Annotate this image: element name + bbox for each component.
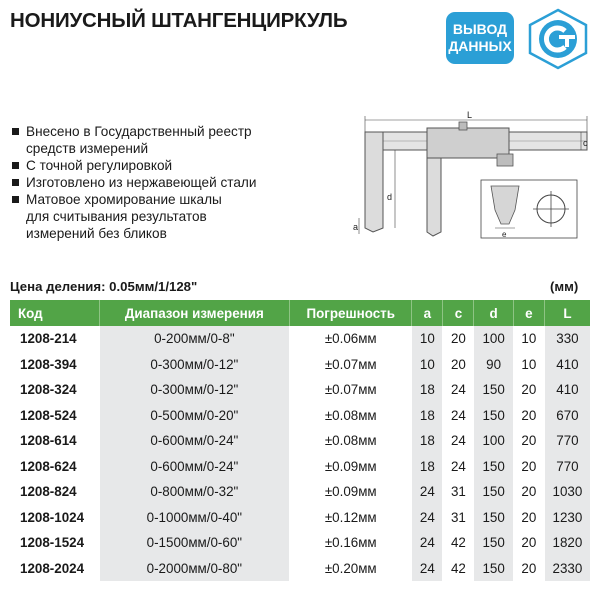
cell-accuracy: ±0.12мм	[290, 505, 412, 531]
cell-e: 20	[513, 377, 544, 403]
cell-d: 150	[474, 530, 513, 556]
feature-item-continuation: для считывания результатов	[26, 209, 207, 224]
cell-code: 1208-2024	[10, 556, 99, 582]
cell-a: 18	[412, 428, 443, 454]
cell-L: 1820	[544, 530, 590, 556]
cell-L: 410	[544, 377, 590, 403]
cell-e: 10	[513, 326, 544, 352]
cell-accuracy: ±0.06мм	[290, 326, 412, 352]
cell-a: 18	[412, 403, 443, 429]
cell-range: 0-1500мм/0-60"	[99, 530, 290, 556]
data-output-badge	[446, 12, 514, 64]
cell-L: 770	[544, 428, 590, 454]
cell-code: 1208-614	[10, 428, 99, 454]
header-d: d	[474, 300, 513, 326]
badge-line-2: ДАННЫХ	[448, 38, 512, 54]
cell-code: 1208-394	[10, 352, 99, 378]
cell-d: 150	[474, 479, 513, 505]
cell-L: 1030	[544, 479, 590, 505]
table-row	[10, 454, 590, 480]
cell-code: 1208-624	[10, 454, 99, 480]
cell-c: 24	[443, 454, 474, 480]
page-title: НОНИУСНЫЙ ШТАНГЕНЦИРКУЛЬ	[10, 9, 348, 32]
cell-d: 100	[474, 326, 513, 352]
cell-range: 0-300мм/0-12"	[99, 352, 290, 378]
header-e: e	[513, 300, 544, 326]
cell-L: 770	[544, 454, 590, 480]
cell-c: 20	[443, 326, 474, 352]
label-e: e	[502, 230, 507, 239]
cell-range: 0-300мм/0-12"	[99, 377, 290, 403]
cell-accuracy: ±0.09мм	[290, 479, 412, 505]
badge-line-1: ВЫВОД	[452, 21, 508, 37]
cell-c: 31	[443, 505, 474, 531]
table-row	[10, 556, 590, 582]
cell-accuracy: ±0.07мм	[290, 377, 412, 403]
cell-code: 1208-324	[10, 377, 99, 403]
table-row	[10, 479, 590, 505]
cell-a: 18	[412, 377, 443, 403]
feature-item: Изготовлено из нержавеющей стали	[10, 174, 256, 191]
cell-code: 1208-524	[10, 403, 99, 429]
header-L: L	[544, 300, 590, 326]
cell-code: 1208-1024	[10, 505, 99, 531]
cell-c: 31	[443, 479, 474, 505]
cell-accuracy: ±0.20мм	[290, 556, 412, 582]
cell-d: 150	[474, 556, 513, 582]
caliper-diagram	[355, 110, 595, 246]
cell-accuracy: ±0.09мм	[290, 454, 412, 480]
cell-a: 24	[412, 556, 443, 582]
cell-c: 20	[443, 352, 474, 378]
table-row	[10, 403, 590, 429]
cell-a: 24	[412, 479, 443, 505]
cell-L: 670	[544, 403, 590, 429]
header-c: c	[443, 300, 474, 326]
cell-L: 2330	[544, 556, 590, 582]
cell-d: 100	[474, 428, 513, 454]
feature-list	[10, 123, 256, 242]
cell-range: 0-800мм/0-32"	[99, 479, 290, 505]
cell-e: 20	[513, 556, 544, 582]
cell-d: 150	[474, 454, 513, 480]
cell-accuracy: ±0.08мм	[290, 403, 412, 429]
cell-e: 20	[513, 403, 544, 429]
feature-item: С точной регулировкой	[10, 157, 256, 174]
cell-d: 150	[474, 403, 513, 429]
cell-d: 90	[474, 352, 513, 378]
division-value-label: Цена деления: 0.05мм/1/128"	[10, 279, 198, 294]
cell-accuracy: ±0.08мм	[290, 428, 412, 454]
feature-item-continuation: измерений без бликов	[26, 226, 167, 241]
cell-c: 24	[443, 428, 474, 454]
label-a: a	[353, 222, 359, 232]
cell-a: 10	[412, 326, 443, 352]
cell-code: 1208-214	[10, 326, 99, 352]
cell-L: 1230	[544, 505, 590, 531]
specification-table	[10, 300, 590, 581]
cell-code: 1208-1524	[10, 530, 99, 556]
cell-a: 10	[412, 352, 443, 378]
table-row	[10, 377, 590, 403]
table-row	[10, 428, 590, 454]
header-code: Код	[10, 300, 99, 326]
cell-e: 20	[513, 454, 544, 480]
cell-L: 330	[544, 326, 590, 352]
table-row	[10, 352, 590, 378]
cell-range: 0-500мм/0-20"	[99, 403, 290, 429]
cell-a: 18	[412, 454, 443, 480]
header-a: a	[412, 300, 443, 326]
cell-range: 0-200мм/0-8"	[99, 326, 290, 352]
cell-c: 42	[443, 556, 474, 582]
cell-e: 20	[513, 505, 544, 531]
cell-e: 20	[513, 530, 544, 556]
header-range: Диапазон измерения	[99, 300, 290, 326]
table-row	[10, 530, 590, 556]
cell-c: 42	[443, 530, 474, 556]
cell-e: 20	[513, 479, 544, 505]
label-L: L	[467, 110, 473, 120]
feature-item: Матовое хромирование шкалы	[10, 191, 256, 208]
cell-range: 0-600мм/0-24"	[99, 454, 290, 480]
table-body	[10, 326, 590, 581]
cell-accuracy: ±0.07мм	[290, 352, 412, 378]
unit-label: (мм)	[550, 279, 579, 294]
cell-accuracy: ±0.16мм	[290, 530, 412, 556]
cell-L: 410	[544, 352, 590, 378]
table-row	[10, 326, 590, 352]
table-row	[10, 505, 590, 531]
cell-e: 20	[513, 428, 544, 454]
cell-c: 24	[443, 377, 474, 403]
cell-c: 24	[443, 403, 474, 429]
header-accuracy: Погрешность	[290, 300, 412, 326]
label-d: d	[387, 192, 393, 202]
cell-d: 150	[474, 505, 513, 531]
cell-e: 10	[513, 352, 544, 378]
cell-range: 0-1000мм/0-40"	[99, 505, 290, 531]
cell-a: 24	[412, 505, 443, 531]
cell-code: 1208-824	[10, 479, 99, 505]
label-c: c	[583, 138, 588, 148]
gost-certification-icon	[525, 8, 591, 70]
feature-item-continuation: средств измерений	[26, 141, 149, 156]
cell-range: 0-2000мм/0-80"	[99, 556, 290, 582]
cell-d: 150	[474, 377, 513, 403]
table-header-row	[10, 300, 590, 326]
cell-range: 0-600мм/0-24"	[99, 428, 290, 454]
cell-a: 24	[412, 530, 443, 556]
feature-item: Внесено в Государственный реестр	[10, 123, 256, 140]
